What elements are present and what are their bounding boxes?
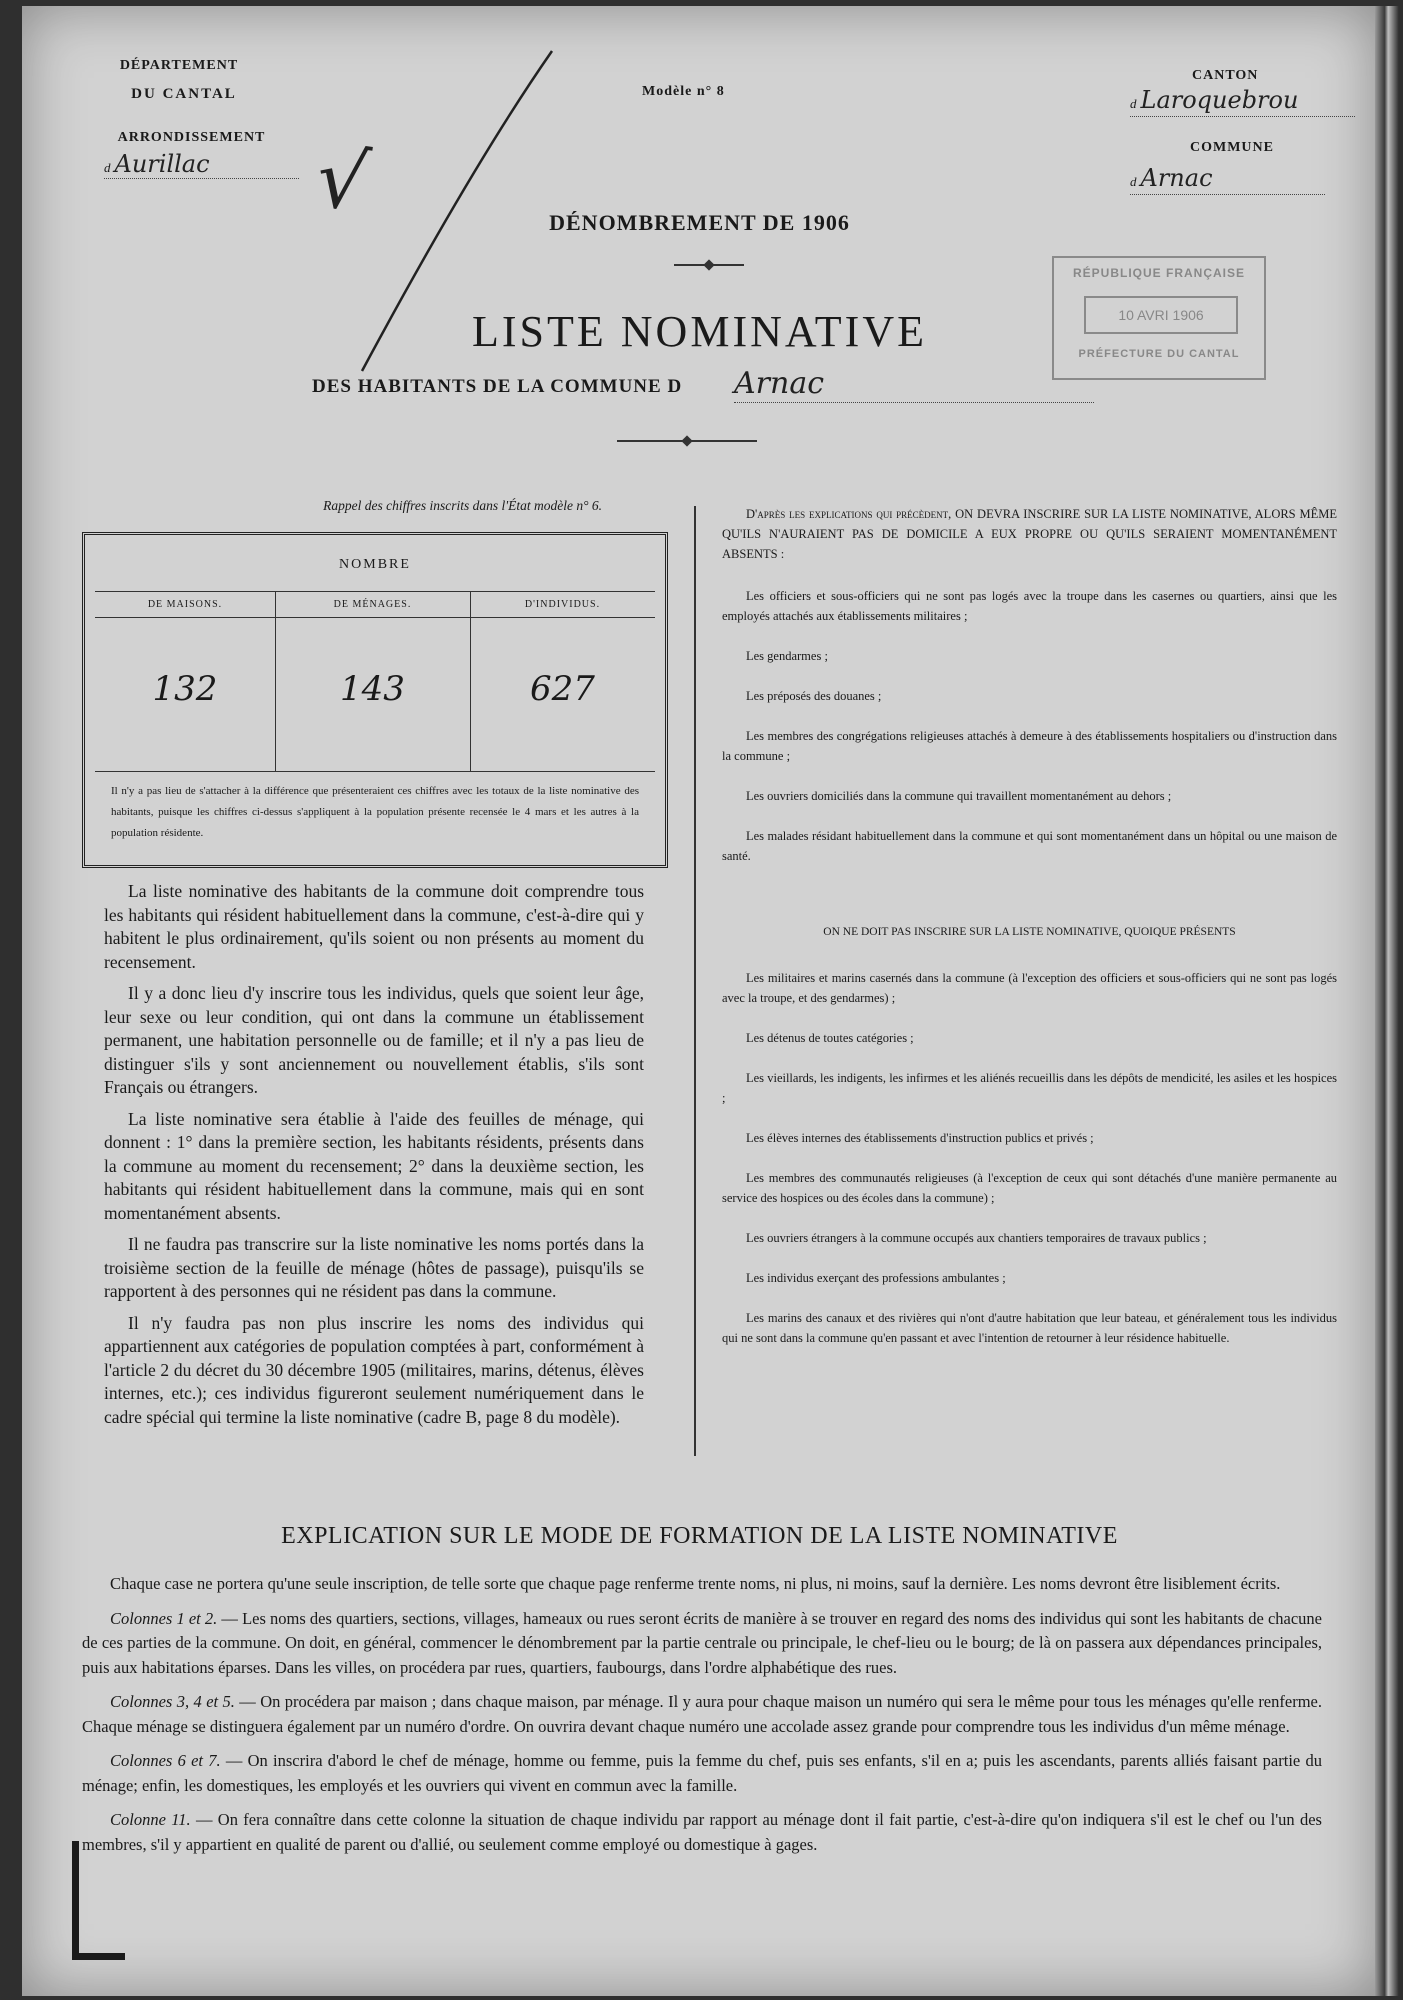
column-divider — [694, 506, 696, 1456]
subtitle-field — [734, 366, 1094, 403]
explication-paragraph — [82, 1572, 1322, 1597]
arrondissement-prefix: d — [104, 160, 111, 175]
explication-lead: Colonnes 6 et 7. — [110, 1751, 221, 1770]
departement-value: DU CANTAL — [131, 86, 237, 102]
explication-paragraph — [82, 1808, 1322, 1857]
subtitle: DES HABITANTS DE LA COMMUNE D — [312, 376, 683, 397]
left-paragraph: Il y a donc lieu d'y inscrire tous les individus, quels que soient leur âge, leur sexe ou leur condition, qui ont dans la commune un établissement permanent, une habitation personnelle ou de famille; et il n'y a pas lieu de distinguer s'ils y sont anciennement ou nouvellement établis, s'ils sont Français ou étrangers. — [104, 983, 644, 1097]
explication-body — [82, 1572, 1322, 1857]
left-paragraph: La liste nominative des habitants de la commune doit comprendre tous les habitants qui résident habituellement dans la commune, c'est-à-dire qui y habitent le plus ordinairement, qu'ils soient ou non présents au moment du recensement. — [104, 881, 644, 972]
explication-title: EXPLICATION SUR LE MODE DE FORMATION DE LA LISTE NOMINATIVE — [281, 1523, 1118, 1549]
explication-paragraph — [82, 1749, 1322, 1798]
ornament-divider-2 — [617, 440, 757, 442]
commune-handwritten: Arnac — [1140, 164, 1213, 192]
col-maisons-header: DE MAISONS. — [147, 599, 223, 610]
menages-value: 143 — [340, 669, 405, 709]
document-page — [22, 6, 1377, 1996]
ornament-divider — [674, 264, 744, 266]
right-item-b: Les individus exerçant des professions ambulantes ; — [746, 1271, 1006, 1285]
explication-lead: Colonne 11. — [110, 1810, 191, 1829]
individus-value: 627 — [530, 669, 595, 709]
explication-paragraph — [82, 1607, 1322, 1681]
page-edge — [1375, 6, 1399, 1996]
left-paragraph: La liste nominative sera établie à l'aide des feuilles de ménage, qui donnent : 1° dans la première section, les habitants résidents, présents dans la commune au moment du recensement; 2° dans la deuxième section, les habitants qui résident habituellement dans la commune, mais qui en sont momentanément absents. — [104, 1108, 644, 1223]
col-menages-header: DE MÉNAGES. — [333, 599, 412, 610]
right-item-a: Les malades résidant habituellement dans la commune et qui sont momentanément dans un hôpital ou une maison de santé. — [722, 829, 1337, 863]
explication-text: — On fera connaître dans cette colonne la situation de chaque individu par rapport au ménage dont il fait partie, c'est-à-dire qu'on indiquera s'il est le chef ou l'un des membres, s'il y appartient en qualité de parent ou d'allié, ou seulement comme employé ou domestique à gages. — [82, 1810, 1322, 1854]
rappel-note: Il n'y a pas lieu de s'attacher à la différence que présenteraient ces chiffres avec les totaux de la liste nominative des habitants, puisque les chiffres ci-dessus s'appliquent à la population présente recensée le 4 mars et les autres à la population résidente. — [111, 785, 639, 839]
arrondissement-field — [104, 150, 299, 179]
right-item-b: Les détenus de toutes catégories ; — [746, 1031, 914, 1045]
explication-text: Chaque case ne portera qu'une seule inscription, de telle sorte que chaque page renferme trente noms, ni plus, ni moins, sauf la dernière. Les noms devront être lisiblement écrits. — [110, 1574, 1281, 1593]
right-intro: D'après les explications qui précèdent, ON DEVRA INSCRIRE SUR LA LISTE NOMINATIVE, ALORS MÊME QU'ILS N'AURAIENT PAS DE DOMICILE A EUX PROPRE OU QU'ILS SERAIENT MOMENTANÉMENT ABSENTS : — [722, 507, 1337, 561]
modele-number: Modèle n° 8 — [642, 84, 725, 99]
explication-text: — Les noms des quartiers, sections, villages, hameaux ou rues seront écrits de manière à se trouver en regard des noms des individus qui sont les habitants de chacune de ces parties de la commune. On doit, en général, commencer le dénombrement par la partie centrale ou principale, le chef-lieu ou le bourg; de là on passera aux dépendances principales, puis aux habitations éparses. Dans les villes, on procédera par rues, quartiers, faubourgs, dans l'ordre alphabétique des rues. — [82, 1608, 1322, 1677]
right-item-b: Les membres des communautés religieuses (à l'exception de ceux qui sont détachés d'une manière permanente au service des hospices ou des écoles dans la commune) ; — [722, 1171, 1337, 1205]
explication-lead: Colonnes 1 et 2. — [110, 1608, 218, 1628]
right-item-b: Les ouvriers étrangers à la commune occupés aux chantiers temporaires de travaux publics ; — [746, 1231, 1207, 1245]
departement-label: DÉPARTEMENT — [119, 58, 239, 73]
right-item-b: Les élèves internes des établissements d'instruction publics et privés ; — [746, 1131, 1094, 1145]
stamp-line-1: RÉPUBLIQUE FRANÇAISE — [1072, 266, 1245, 280]
check-mark: √ — [310, 130, 375, 231]
right-item-a: Les ouvriers domiciliés dans la commune qui travaillent momentanément au dehors ; — [746, 789, 1172, 803]
canton-label: CANTON — [1192, 68, 1259, 83]
binding-clip-icon — [72, 1841, 125, 1960]
maisons-value: 132 — [152, 669, 218, 709]
stamp-line-3: PRÉFECTURE DU CANTAL — [1078, 348, 1240, 360]
right-item-a: Les préposés des douanes ; — [746, 689, 882, 703]
arrondissement-label: ARRONDISSEMENT — [117, 130, 266, 145]
canton-handwritten: Laroquebrou — [1140, 86, 1299, 114]
col-individus-header: D'INDIVIDUS. — [524, 599, 601, 610]
right-item-b: Les vieillards, les indigents, les infirmes et les aliénés recueillis dans les dépôts de mendicité, les asiles et les hospices ; — [722, 1071, 1337, 1105]
canton-prefix: d — [1130, 96, 1137, 111]
right-item-a: Les gendarmes ; — [746, 649, 828, 663]
left-paragraphs — [104, 880, 644, 1429]
right-item-a: Les officiers et sous-officiers qui ne sont pas logés avec la troupe dans les casernes ou quartiers, ainsi que les employés attachés aux établissements militaires ; — [722, 589, 1337, 623]
commune-label: COMMUNE — [1190, 140, 1274, 155]
canton-field — [1130, 86, 1355, 117]
stamp-date: 10 AVRI 1906 — [1084, 296, 1238, 334]
explication-text: — On procédera par maison ; dans chaque maison, par ménage. Il y aura pour chaque maison un numéro qui sera le même pour tous les ménages qu'elle renferme. Chaque ménage se distinguera également par un numéro d'ordre. On ouvrira devant chaque numéro une accolade assez grande pour comprendre tous les individus d'un même ménage. — [82, 1692, 1322, 1736]
commune-field — [1130, 164, 1325, 195]
rappel-caption: Rappel des chiffres inscrits dans l'État modèle n° 6. — [323, 498, 602, 513]
right-item-a: Les membres des congrégations religieuses attachés à demeure à des établissements hospitaliers ou d'instruction dans la commune ; — [722, 729, 1337, 763]
right-item-b: Les militaires et marins casernés dans la commune (à l'exception des officiers et sous-officiers qui ne sont pas logés avec la troupe, et des gendarmes) ; — [722, 971, 1337, 1005]
left-paragraph: Il ne faudra pas transcrire sur la liste nominative les noms portés dans la troisième section de la feuille de ménage (hôtes de passage), puisqu'ils se rapportent à des personnes qui ne résident pas dans la commune. — [104, 1234, 644, 1301]
denombrement-title: DÉNOMBREMENT DE 1906 — [549, 210, 850, 235]
arrondissement-handwritten: Aurillac — [114, 150, 210, 178]
right-heading-b: ON NE DOIT PAS INSCRIRE SUR LA LISTE NOMINATIVE, QUOIQUE PRÉSENTS — [823, 926, 1236, 938]
subtitle-handwritten: Arnac — [734, 366, 825, 401]
nombre-header: NOMBRE — [339, 557, 411, 572]
main-title: LISTE NOMINATIVE — [472, 307, 927, 356]
commune-prefix: d — [1130, 174, 1137, 189]
left-paragraph: Il n'y faudra pas non plus inscrire les noms des individus qui appartiennent aux catégories de population comptées à part, conformément à l'article 2 du décret du 30 décembre 1905 (militaires, marins, détenus, élèves internes, etc.); ces individus figureront seulement numériquement dans le cadre spécial qui termine la liste nominative (cadre B, page 8 du modèle). — [104, 1312, 644, 1427]
explication-paragraph — [82, 1690, 1322, 1739]
explication-lead: Colonnes 3, 4 et 5. — [110, 1692, 235, 1711]
right-column — [722, 504, 1337, 1348]
right-item-b: Les marins des canaux et des rivières qui n'ont d'autre habitation que leur bateau, et généralement tous les individus qui ne sont dans la commune qu'en passant et avec l'intention de retourner à leur résidence habituelle. — [722, 1311, 1337, 1345]
nombre-table — [82, 532, 668, 868]
explication-text: — On inscrira d'abord le chef de ménage, homme ou femme, puis la femme du chef, puis ses enfants, s'il en a; puis les ascendants, parents alliés faisant partie du ménage; enfin, les domestiques, les employés et les ouvriers qui vivent en commun avec la famille. — [82, 1751, 1322, 1795]
